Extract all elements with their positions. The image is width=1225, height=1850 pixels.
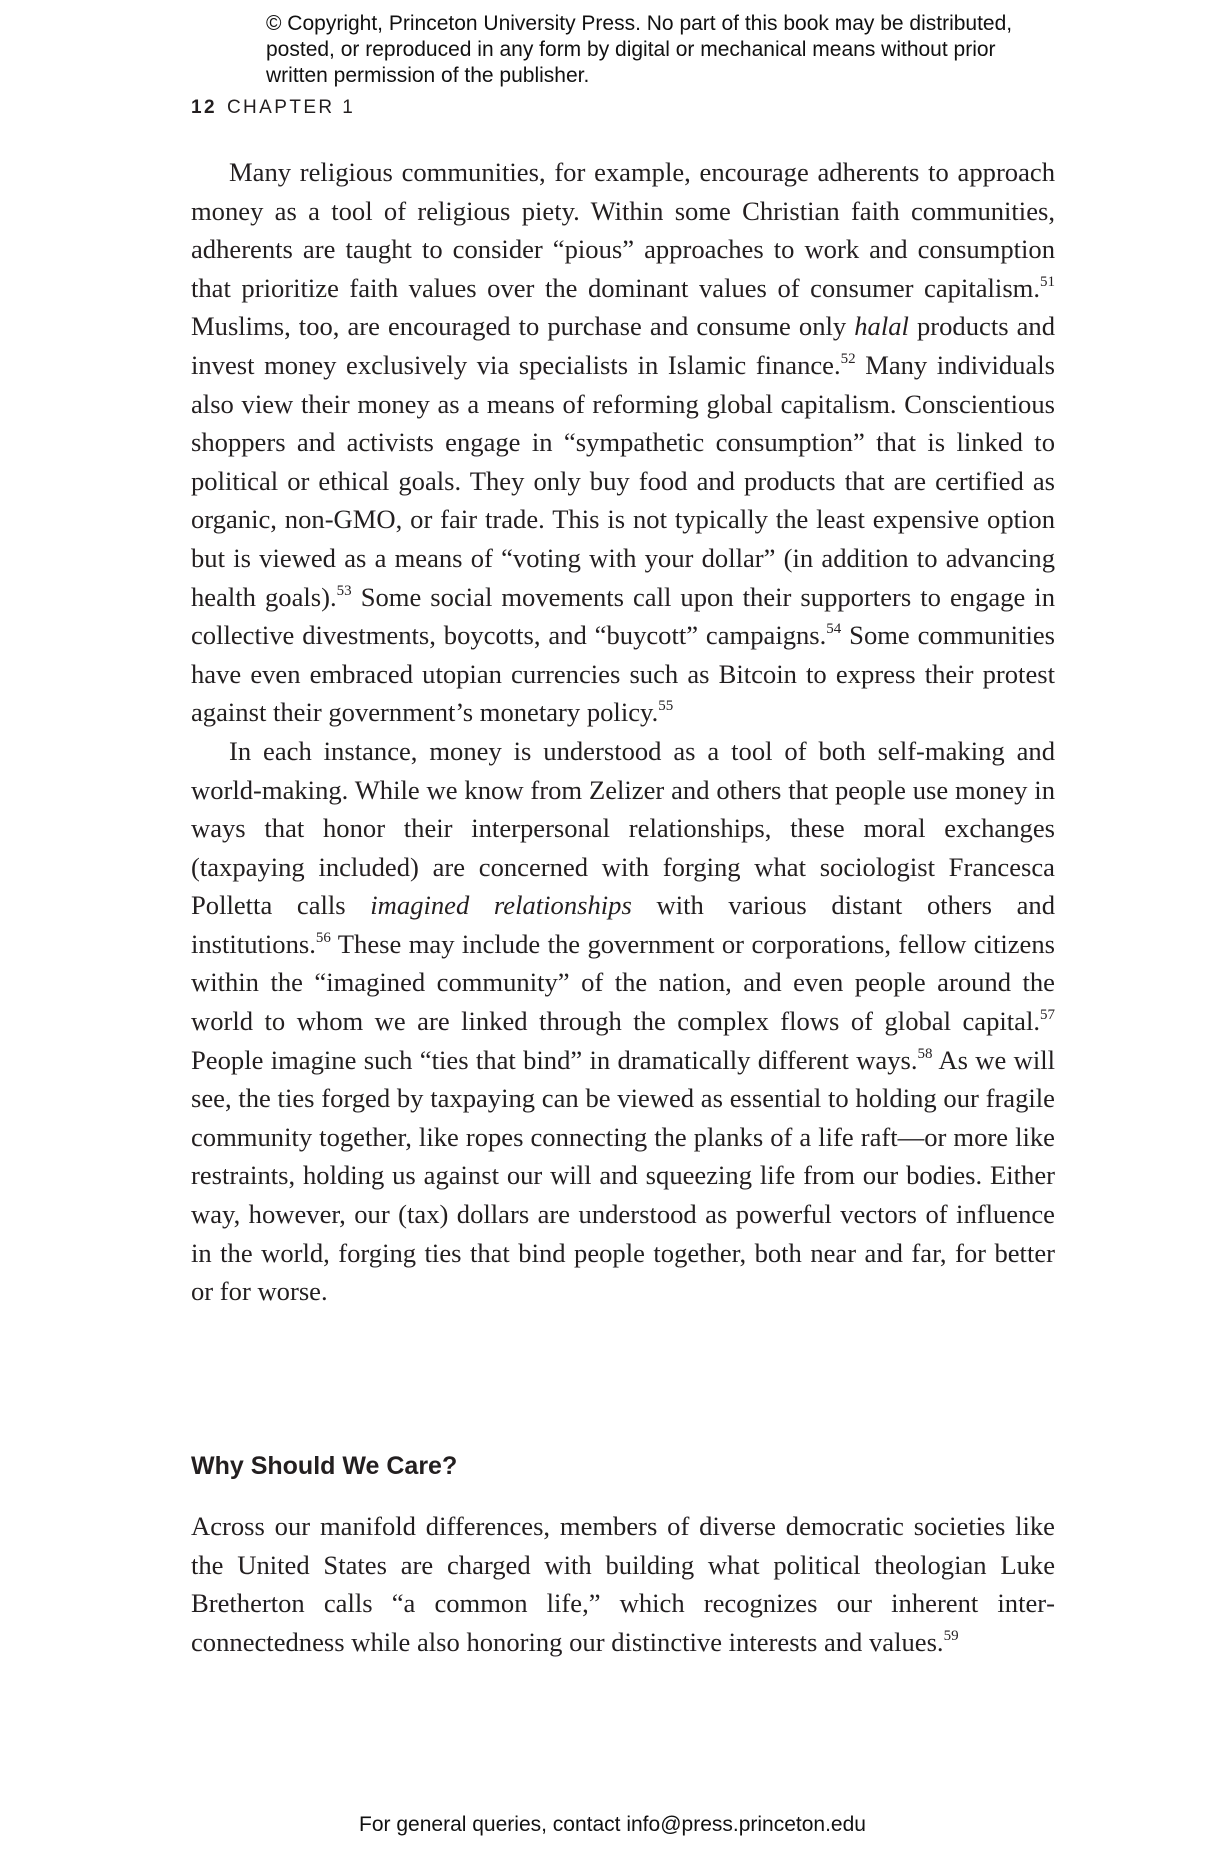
text-span: with various distant others and institutions. bbox=[191, 890, 1055, 959]
text-span: Across our manifold differences, members of diverse democratic societies like the United States are charged with building what political theologian Luke Bretherton calls “a common life,” which recognizes our inherent interconnectedness while also honoring our distinctive interests and values. bbox=[191, 1511, 1055, 1657]
text-span: People imagine such “ties that bind” in dramatically different ways. bbox=[191, 1044, 918, 1075]
paragraph-self-making bbox=[191, 732, 1055, 1311]
section-body bbox=[191, 1507, 1055, 1661]
text-span: As we will see, the ties forged by taxpaying can be viewed as essential to holding our fragile community together, like ropes connecting the planks of a life raft—or more like restraints, holding us against our will and squeezing life from our bodies. Either way, however, our (tax) dollars are understood as powerful vectors of influence in the world, forging ties that bind people together, both near and far, for better or for worse. bbox=[191, 1044, 1056, 1307]
footer-contact: For general queries, contact info@press.princeton.edu bbox=[359, 1813, 866, 1836]
running-head bbox=[191, 97, 355, 119]
footnote-ref-57: 57 bbox=[1040, 1007, 1055, 1024]
body-text bbox=[191, 153, 1055, 1311]
text-span: In each instance, money is understood as a tool of both self-making and world-making. While we know from Zelizer and others that people use money in ways that honor their interpersonal relationships, these moral exchanges (taxpaying included) are concerned with forging what sociologist Francesca Polletta calls bbox=[191, 735, 1055, 921]
paragraph-common-life bbox=[191, 1507, 1055, 1661]
copyright-notice: © Copyright, Princeton University Press. No part of this book may be distributed, posted, or reproduced in any form by digital or mechanical means without prior written permission of the publisher. bbox=[266, 12, 1013, 87]
footnote-ref-53: 53 bbox=[336, 582, 352, 599]
paragraph-religious-communities bbox=[191, 153, 1055, 732]
footnote-ref-59: 59 bbox=[943, 1627, 959, 1644]
footnote-ref-51: 51 bbox=[1040, 273, 1055, 290]
footnote-ref-58: 58 bbox=[917, 1045, 933, 1062]
text-span: Muslims, too, are encouraged to purchase and consume only bbox=[191, 311, 855, 342]
text-span: Some communities have even embraced utopian currencies such as Bitcoin to express their protest against their government’s monetary policy. bbox=[191, 620, 1055, 728]
text-span: Many individuals also view their money as a means of reforming global capitalism. Conscientious shoppers and activists engage in “sympathetic consumption” that is linked to political or ethical goals. They only buy food and products that are certified as organic, non-GMO, or fair trade. This is not typically the least expensive option but is viewed as a means of “voting with your dollar” (in addition to advancing health goals). bbox=[191, 349, 1055, 612]
italic-term-imagined-relationships: imagined relationships bbox=[370, 890, 632, 921]
text-span: Some social movements call upon their supporters to engage in collective divestments, boycotts, and “buycott” campaigns. bbox=[191, 581, 1055, 651]
footnote-ref-54: 54 bbox=[826, 621, 842, 638]
page-number: 12 bbox=[191, 97, 217, 118]
text-span: These may include the government or corporations, fellow citizens within the “imagined community” of the nation, and even people around the world to whom we are linked through the complex flows of global capital. bbox=[191, 928, 1055, 1037]
footnote-ref-55: 55 bbox=[658, 698, 674, 715]
italic-term-halal: halal bbox=[854, 311, 909, 342]
footnote-ref-52: 52 bbox=[840, 350, 856, 367]
section-heading: Why Should We Care? bbox=[191, 1452, 458, 1480]
chapter-label: CHAPTER 1 bbox=[226, 97, 356, 118]
text-span: products and invest money exclusively via specialists in Islamic finance. bbox=[191, 311, 1056, 380]
text-span: Many religious communities, for example, encourage adherents to approach money as a tool of religious piety. Within some Christian faith communities, adherents are taught to consider “pious” approaches to work and consumption that prioritize faith values over the dominant values of consumer capitalism. bbox=[191, 157, 1055, 303]
footnote-ref-56: 56 bbox=[315, 929, 331, 946]
